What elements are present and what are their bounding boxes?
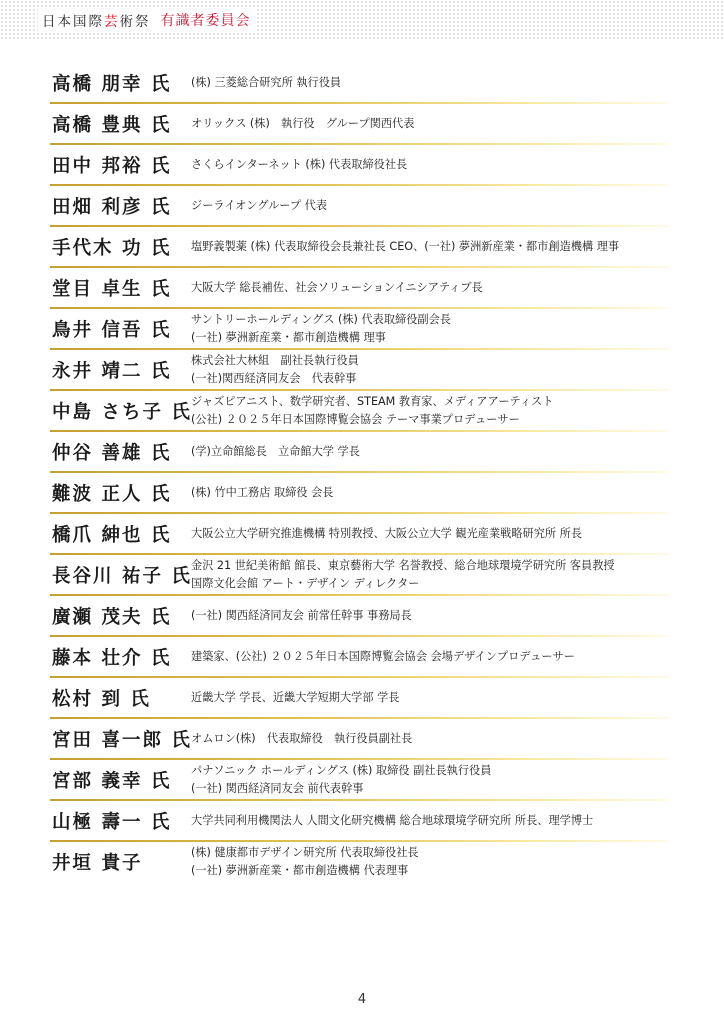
affiliation-line: (一社) 夢洲新産業・都市創造機構 代表理事: [191, 864, 409, 878]
member-list: [0, 63, 724, 883]
member-affiliation: [191, 443, 360, 461]
member-affiliation: [191, 844, 419, 880]
affiliation-line: (一社) 関西経済同友会 前代表幹事: [191, 782, 364, 796]
affiliation-line: (一社)関西経済同友会 代表幹事: [191, 372, 357, 386]
member-name: 山極 壽一 氏: [52, 812, 172, 834]
member-affiliation: [191, 197, 327, 215]
affiliation-line: (株) 健康都市デザイン研究所 代表取締役社長: [191, 846, 419, 860]
affiliation-line: ジャズピアニスト、数学研究者、STEAM 教育家、メディアアーティスト: [191, 395, 554, 409]
member-row: [0, 186, 724, 227]
affiliation-line: (学)立命館総長 立命館大学 学長: [191, 445, 360, 459]
affiliation-line: 大阪大学 総長補佐、社会ソリューションイニシアティブ長: [191, 281, 483, 295]
member-row: [0, 801, 724, 842]
affiliation-line: 大学共同利用機関法人 人間文化研究機構 総合地球環境学研究所 所長、理学博士: [191, 814, 594, 828]
affiliation-line: 金沢 21 世紀美術館 館長、東京藝術大学 名誉教授、総合地球環境学研究所 客員教授: [191, 559, 615, 573]
affiliation-line: (一社) 関西経済同友会 前常任幹事 事務局長: [191, 609, 412, 623]
header-bar: [38, 9, 257, 31]
member-row: [0, 145, 724, 186]
affiliation-line: パナソニック ホールディングス (株) 取締役 副社長執行役員: [191, 764, 492, 778]
member-name: 高橋 豊典 氏: [52, 115, 172, 137]
affiliation-line: 塩野義製薬 (株) 代表取締役会長兼社長 CEO、(一社) 夢洲新産業・都市創造機構 理事: [191, 240, 620, 254]
affiliation-line: 建築家、(公社) ２０２５年日本国際博覧会協会 会場デザインプロデューサー: [191, 650, 575, 664]
member-name: 藤本 壮介 氏: [52, 648, 172, 670]
member-name: 難波 正人 氏: [52, 484, 172, 506]
member-affiliation: [191, 484, 333, 502]
member-affiliation: [191, 352, 359, 388]
member-affiliation: [191, 115, 414, 133]
member-affiliation: [191, 393, 553, 429]
member-affiliation: [191, 525, 582, 543]
member-row: [0, 678, 724, 719]
member-row: [0, 268, 724, 309]
member-row: [0, 309, 724, 350]
member-affiliation: [191, 607, 412, 625]
member-name: 橋爪 紳也 氏: [52, 525, 172, 547]
affiliation-line: オリックス (株) 執行役 グループ関西代表: [191, 117, 415, 131]
member-row: [0, 473, 724, 514]
member-row: [0, 104, 724, 145]
member-row: [0, 514, 724, 555]
affiliation-line: (株) 三菱総合研究所 執行役員: [191, 76, 342, 90]
affiliation-line: さくらインターネット (株) 代表取締役社長: [191, 158, 408, 172]
page-number: 4: [357, 992, 367, 1007]
member-row: [0, 555, 724, 596]
member-affiliation: [191, 689, 400, 707]
member-name: 中島 さち子 氏: [52, 402, 192, 424]
festival-logo: 日本国際芸術祭: [42, 14, 151, 30]
member-name: 鳥井 信吾 氏: [52, 320, 172, 342]
member-name: 堂目 卓生 氏: [52, 279, 172, 301]
member-name: 田中 邦裕 氏: [52, 156, 172, 178]
member-affiliation: [191, 648, 575, 666]
page-title: 有識者委員会: [160, 13, 251, 29]
affiliation-line: 株式会社大林組 副社長執行役員: [191, 354, 359, 368]
member-row: [0, 596, 724, 637]
member-affiliation: [191, 730, 412, 748]
member-affiliation: [191, 279, 483, 297]
member-affiliation: [191, 238, 619, 256]
member-name: 田畑 利彦 氏: [52, 197, 172, 219]
page-header: [0, 0, 724, 40]
member-affiliation: [191, 311, 451, 347]
member-row: [0, 432, 724, 473]
affiliation-line: オムロン(株) 代表取締役 執行役員副社長: [191, 732, 413, 746]
member-row: [0, 760, 724, 801]
member-name: 廣瀬 茂夫 氏: [52, 607, 172, 629]
affiliation-line: サントリーホールディングス (株) 代表取締役副会長: [191, 313, 451, 327]
member-row: [0, 637, 724, 678]
affiliation-line: (一社) 夢洲新産業・都市創造機構 理事: [191, 331, 386, 345]
member-name: 宮部 義幸 氏: [52, 771, 172, 793]
member-row: [0, 719, 724, 760]
member-name: 永井 靖二 氏: [52, 361, 172, 383]
member-name: 松村 到 氏: [52, 689, 151, 711]
affiliation-line: ジーライオングループ 代表: [191, 199, 328, 213]
member-row: [0, 391, 724, 432]
affiliation-line: (公社) ２０２５年日本国際博覧会協会 テーマ事業プロデューサー: [191, 413, 520, 427]
member-name: 井垣 貴子: [52, 853, 143, 875]
member-affiliation: [191, 812, 593, 830]
member-name: 仲谷 善雄 氏: [52, 443, 172, 465]
affiliation-line: (株) 竹中工務店 取締役 会長: [191, 486, 334, 500]
member-name: 高橋 朋幸 氏: [52, 74, 172, 96]
affiliation-line: 近畿大学 学長、近畿大学短期大学部 学長: [191, 691, 400, 705]
member-affiliation: [191, 557, 615, 593]
member-row: [0, 842, 724, 883]
member-name: 手代木 功 氏: [52, 238, 172, 260]
member-affiliation: [191, 156, 407, 174]
member-row: [0, 227, 724, 268]
member-affiliation: [191, 74, 341, 92]
member-name: 長谷川 祐子 氏: [52, 566, 192, 588]
member-row: [0, 350, 724, 391]
member-row: [0, 63, 724, 104]
member-affiliation: [191, 762, 491, 798]
affiliation-line: 国際文化会館 アート・デザイン ディレクター: [191, 577, 420, 591]
affiliation-line: 大阪公立大学研究推進機構 特別教授、大阪公立大学 観光産業戦略研究所 所長: [191, 527, 583, 541]
member-name: 宮田 喜一郎 氏: [52, 730, 192, 752]
